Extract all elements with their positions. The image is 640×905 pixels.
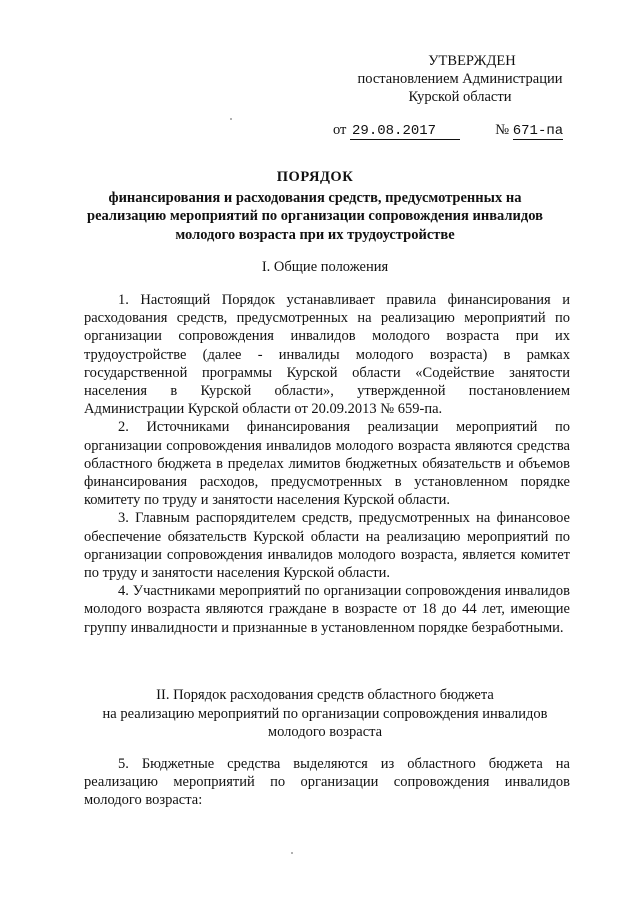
order-reference — [333, 122, 563, 140]
section-heading-line: на реализацию мероприятий по организации сопровождения инвалидов — [102, 705, 548, 722]
paragraph: 1. Настоящий Порядок устанавливает правила финансирования и расходования средств, предусмотренных на реализацию мероприятий по организации сопровождения инвалидов молодого возраста при их трудоустройстве (далее - инвалиды молодого возраста) в рамках государственной программы Курской области «Содействие занятости населения в Курской области», утвержденной постановлением Администрации Курской области от 20.09.2013 № 659-па. — [84, 292, 570, 418]
approved-by-line-2: Курской области — [408, 89, 512, 105]
approved-label: УТВЕРЖДЕН — [428, 53, 516, 69]
order-date: 29.08.2017 — [350, 123, 460, 140]
approved-by-line-1: постановлением Администрации — [357, 71, 563, 87]
section-1-body — [84, 291, 570, 637]
title-heading: ПОРЯДОК — [276, 169, 354, 185]
section-1-heading — [80, 258, 570, 277]
scan-speck — [291, 852, 293, 854]
scan-speck — [230, 118, 232, 120]
document-title — [80, 168, 550, 244]
approval-stamp — [300, 52, 620, 106]
title-line: реализацию мероприятий по организации сопровождения инвалидов — [87, 208, 543, 224]
section-heading-line: I. Общие положения — [261, 259, 389, 275]
section-heading-line: молодого возраста — [267, 724, 383, 740]
title-line: финансирования и расходования средств, предусмотренных на — [108, 189, 522, 206]
paragraph: 2. Источниками финансирования реализации мероприятий по организации сопровождения инвалидов молодого возраста являются средства областного бюджета в пределах лимитов бюджетных обязательств и объемов финансирования расходов, предусмотренных в установленном порядке комитету по труду и занятости населения Курской области. — [84, 419, 570, 509]
section-2-body — [84, 755, 570, 810]
order-number: 671-па — [512, 123, 564, 139]
order-date-prefix: от — [333, 122, 347, 138]
title-line: молодого возраста при их трудоустройстве — [175, 226, 455, 243]
section-2-heading — [80, 686, 570, 742]
paragraph: 5. Бюджетные средства выделяются из областного бюджета на реализацию мероприятий по организации сопровождения инвалидов молодого возраста: — [84, 756, 570, 809]
order-number-prefix: № — [495, 122, 510, 138]
paragraph: 4. Участниками мероприятий по организации сопровождения инвалидов молодого возраста являются граждане в возрасте от 18 до 44 лет, имеющие группу инвалидности и признанные в установленном порядке безработными. — [84, 583, 570, 636]
paragraph: 3. Главным распорядителем средств, предусмотренных на финансовое обеспечение обязательств Курской области на реализацию мероприятий по организации сопровождения инвалидов молодого возраста, является комитет по труду и занятости населения Курской области. — [84, 510, 570, 582]
section-heading-line: II. Порядок расходования средств областного бюджета — [156, 687, 494, 703]
